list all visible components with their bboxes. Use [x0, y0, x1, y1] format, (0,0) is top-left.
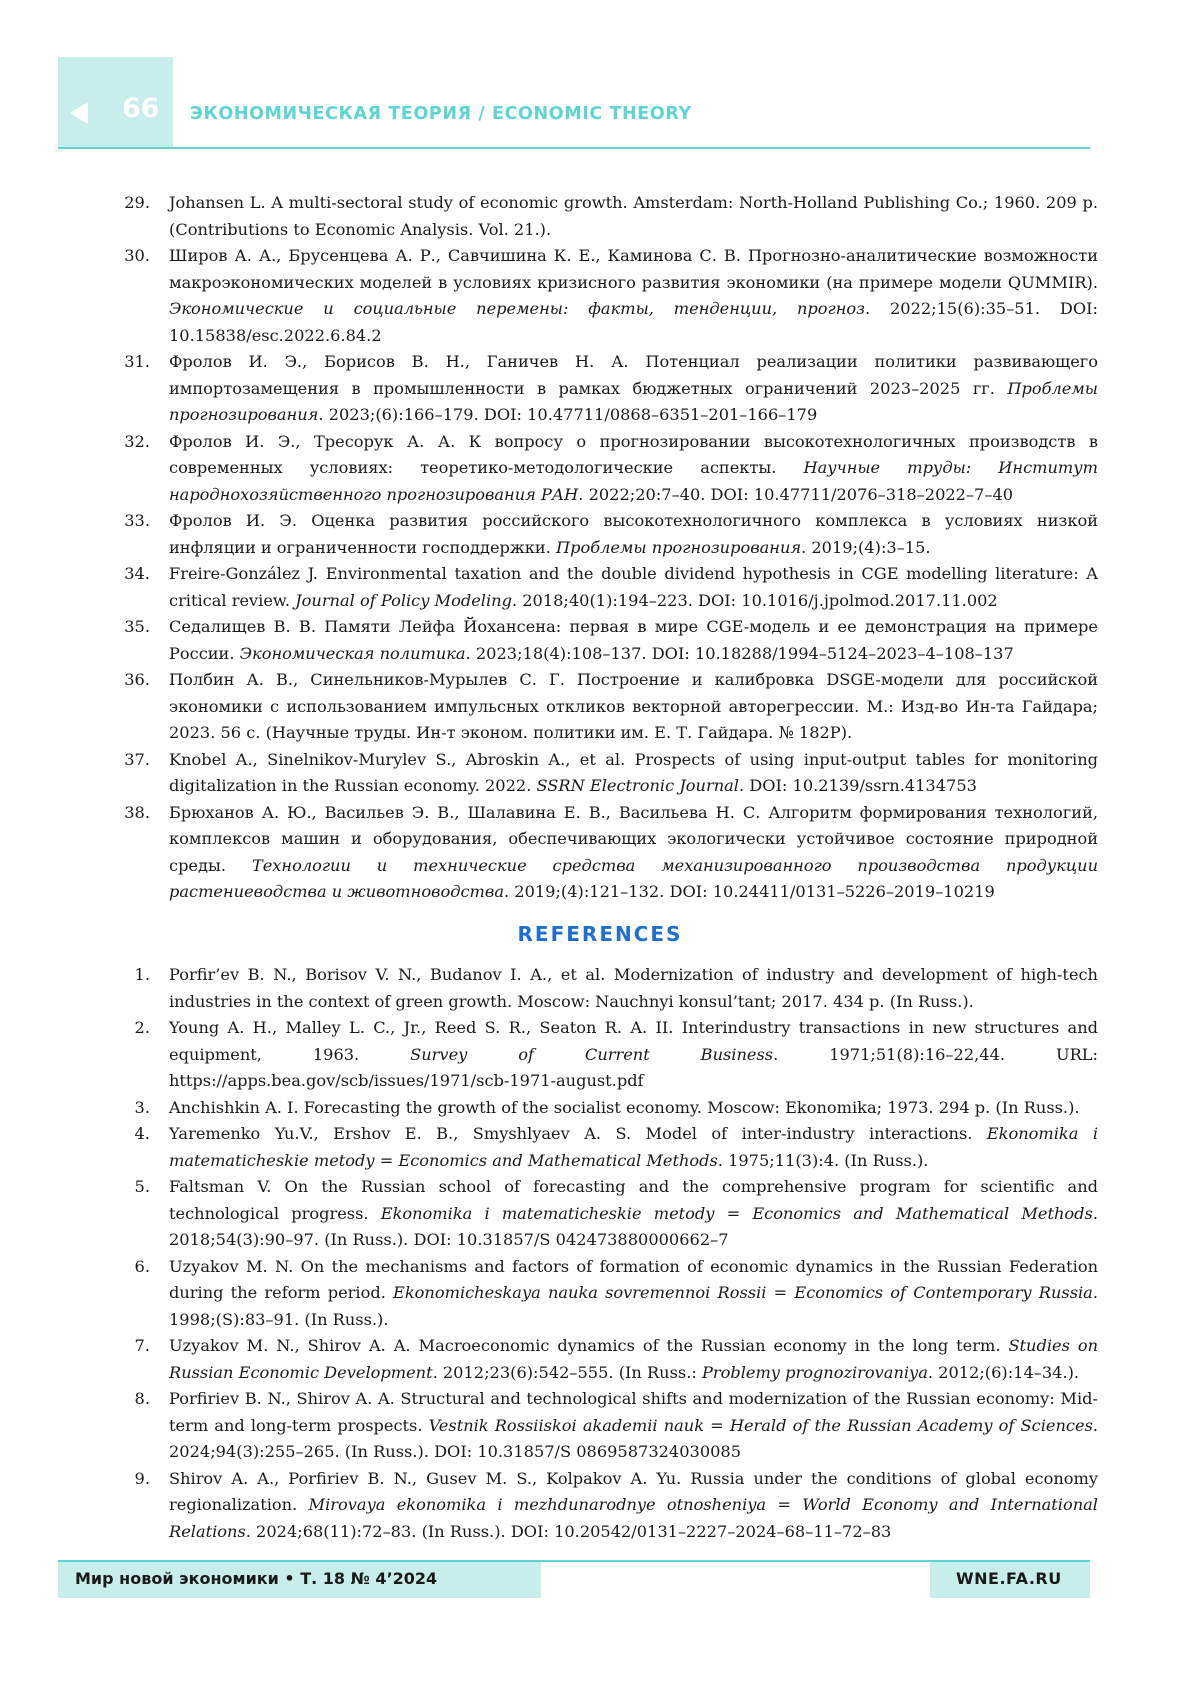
- reference-number: 33.: [124, 511, 150, 530]
- reference-tail: . 2019;(4):3–15.: [801, 537, 931, 557]
- footer-journal: Мир новой экономики • Т. 18 № 4’2024: [75, 1569, 438, 1588]
- reference-item: [120, 1333, 1098, 1386]
- reference-number: 6.: [134, 1256, 150, 1276]
- reference-number: 7.: [134, 1336, 150, 1355]
- reference-item: [120, 561, 1098, 614]
- reference-journal: Mirovaya ekonomika i mezhdunarodnye otnosheniya = World Economy and International Relations: [169, 1495, 1098, 1541]
- reference-text: Shirov A. A., Porfiriev B. N., Gusev M. S., Kolpakov A. Yu. Russia under the conditions of global economy regionalization.: [169, 1468, 1098, 1514]
- reference-text: Фролов И. Э., Борисов В. Н., Ганичев Н. А. Потенциал реализации политики развивающего импортозамещения в промышленности в рамках бюджетных ограничений 2023–2025 гг.: [169, 352, 1098, 398]
- reference-item: [120, 1386, 1098, 1466]
- page-number: 66: [122, 93, 160, 124]
- reference-tail: . 2023;(6):166–179. DOI: 10.47711/0868–6351–201–166–179: [318, 405, 818, 424]
- reference-journal: Технологии и технические средства механизированного производства продукции растениеводства и животноводства: [169, 855, 1098, 901]
- reference-journal: Проблемы прогнозирования: [555, 537, 802, 557]
- reference-tail: . 2022;15(6):35–51. DOI: 10.15838/esc.2022.6.84.2: [169, 299, 1098, 345]
- footer-site-link[interactable]: WNE.FA.RU: [956, 1569, 1062, 1588]
- reference-item: [120, 1254, 1098, 1334]
- reference-text: Freire-González J. Environmental taxation and the double dividend hypothesis in CGE modelling literature: A critical review.: [169, 564, 1098, 610]
- reference-text: Anchishkin A. I. Forecasting the growth of the socialist economy. Moscow: Ekonomika; 1973. 294 p. (In Russ.).: [169, 1097, 1080, 1117]
- reference-item: [120, 1015, 1098, 1095]
- reference-number: 29.: [124, 193, 150, 212]
- reference-tail: . 2024;94(3):255–265. (In Russ.). DOI: 10.31857/S 0869587324030085: [169, 1415, 1098, 1461]
- reference-item: [120, 243, 1098, 349]
- reference-tail: . DOI: 10.2139/ssrn.4134753: [738, 776, 977, 795]
- reference-text: Young A. H., Malley L. C., Jr., Reed S. R., Seaton R. A. II. Interindustry transactions in new structures and equipment, 1963.: [169, 1018, 1098, 1064]
- reference-number: 4.: [134, 1124, 150, 1143]
- reference-text: Седалищев В. В. Памяти Лейфа Йохансена: первая в мире CGE-модель и ее демонстрация на примере России.: [169, 617, 1098, 663]
- reference-item: [120, 800, 1098, 906]
- reference-journal: SSRN Electronic Journal: [536, 776, 739, 795]
- reference-tail: . 1971;51(8):16–22,44. URL: https://apps.bea.gov/scb/issues/1971/scb-1971-august.pdf: [169, 1044, 1099, 1090]
- reference-number: 5.: [134, 1177, 150, 1196]
- reference-number: 34.: [124, 564, 150, 583]
- reference-number: 2.: [134, 1018, 150, 1037]
- reference-tail: . 2012;23(6):542–555. (In Russ.:: [432, 1362, 702, 1382]
- reference-item: [120, 1095, 1098, 1122]
- reference-tail: . 2022;20:7–40. DOI: 10.47711/2076–318–2022–7–40: [578, 484, 1014, 504]
- reference-text: Porfiriev B. N., Shirov A. A. Structural and technological shifts and modernization of the Russian economy: Mid-term and long-term prospects.: [169, 1389, 1098, 1435]
- reference-item: [120, 1121, 1098, 1174]
- reference-item: [120, 747, 1098, 800]
- reference-item: [120, 614, 1098, 667]
- reference-text: Porfir’ev B. N., Borisov V. N., Budanov I. A., et al. Modernization of industry and development of high-tech industries in the context of green growth. Moscow: Nauchnyi konsul’tant; 2017. 434 p. (In Russ.).: [169, 965, 1098, 1011]
- reference-number: 31.: [124, 352, 150, 371]
- reference-number: 32.: [124, 431, 150, 451]
- reference-journal: Survey of Current Business: [410, 1044, 774, 1064]
- reference-journal: Научные труды: Институт народнохозяйственного прогнозирования РАН: [169, 458, 1099, 504]
- reference-journal: Экономические и социальные перемены: факты, тенденции, прогноз: [169, 299, 865, 318]
- reference-number: 8.: [134, 1389, 150, 1408]
- reference-item: [120, 962, 1098, 1015]
- reference-item: [120, 190, 1098, 243]
- reference-text: Uzyakov M. N., Shirov A. A. Macroeconomic dynamics of the Russian economy in the long term.: [169, 1336, 1009, 1355]
- reference-text: Фролов И. Э., Тресорук А. А. К вопросу о прогнозировании высокотехнологичных производств в современных условиях: теоретико-методологические аспекты.: [169, 431, 1098, 477]
- reference-tail: . 2023;18(4):108–137. DOI: 10.18288/1994–5124–2023–4–108–137: [465, 643, 1014, 663]
- reference-item: [120, 1174, 1098, 1254]
- reference-list-en: [120, 962, 1098, 1545]
- reference-text: Брюханов А. Ю., Васильев Э. В., Шалавина Е. В., Васильева Н. С. Алгоритм формирования технологий, комплексов машин и оборудования, обеспечивающих экологически устойчивое состояние природной среды.: [169, 802, 1098, 875]
- reference-tail: . 2019;(4):121–132. DOI: 10.24411/0131–5226–2019–10219: [503, 882, 995, 901]
- reference-text: Широв А. А., Брусенцева А. Р., Савчишина К. Е., Каминова С. В. Прогнозно-аналитические возможности макроэкономических моделей в условиях кризисного развития экономики (на примере модели QUMMIR).: [169, 246, 1098, 292]
- reference-journal: Ekonomika i matematicheskie metody = Economics and Mathematical Methods: [380, 1203, 1093, 1223]
- reference-number: 37.: [124, 749, 150, 769]
- references-heading: REFERENCES: [517, 922, 683, 946]
- reference-number: 38.: [124, 802, 150, 822]
- reference-text: Faltsman V. On the Russian school of forecasting and the comprehensive program for scientific and technological progress.: [169, 1177, 1098, 1223]
- reference-number: 1.: [134, 965, 150, 984]
- reference-item: [120, 349, 1098, 429]
- reference-item: [120, 429, 1098, 509]
- header-divider: [58, 147, 1090, 149]
- reference-tail: . 2018;54(3):90–97. (In Russ.). DOI: 10.31857/S 042473880000662–7: [169, 1203, 1098, 1249]
- reference-number: 3.: [134, 1097, 150, 1117]
- reference-tail: . 2018;40(1):194–223. DOI: 10.1016/j.jpolmod.2017.11.002: [511, 590, 998, 610]
- reference-number: 36.: [124, 670, 150, 689]
- reference-tail: . 2024;68(11):72–83. (In Russ.). DOI: 10.20542/0131–2227–2024–68–11–72–83: [245, 1521, 892, 1541]
- reference-tail-secondary: . 2012;(6):14–34.).: [927, 1362, 1080, 1382]
- reference-journal: Vestnik Rossiiskoi akademii nauk = Herald of the Russian Academy of Sciences: [428, 1415, 1093, 1435]
- reference-journal: Ekonomika i matematicheskie metody = Economics and Mathematical Methods: [169, 1124, 1098, 1170]
- reference-number: 35.: [124, 617, 150, 636]
- reference-list-ru: [120, 190, 1098, 906]
- section-title: ЭКОНОМИЧЕСКАЯ ТЕОРИЯ / ECONOMIC THEORY: [190, 104, 692, 124]
- footer-divider: [58, 1560, 1090, 1562]
- reference-number: 9.: [134, 1468, 150, 1488]
- reference-journal: Studies on Russian Economic Development: [169, 1336, 1099, 1382]
- reference-journal: Проблемы прогнозирования: [169, 378, 1098, 424]
- reference-text: Полбин А. В., Синельников-Мурылев С. Г. Построение и калибровка DSGE-модели для российской экономики с использованием импульсных откликов векторной авторегрессии. М.: Изд-во Ин-та Гайдара; 2023. 56 с. (Научные труды. Ин-т эконом. политики им. Е. Т. Гайдара. № 182Р).: [169, 670, 1098, 742]
- reference-journal: Journal of Policy Modeling: [295, 590, 512, 610]
- reference-item: [120, 667, 1098, 747]
- reference-text: Johansen L. A multi-sectoral study of economic growth. Amsterdam: North-Holland Publishing Co.; 1960. 209 p. (Contributions to Economic Analysis. Vol. 21.).: [169, 193, 1098, 239]
- reference-tail: . 1998;(S):83–91. (In Russ.).: [169, 1283, 1098, 1329]
- reference-text: Uzyakov M. N. On the mechanisms and factors of formation of economic dynamics in the Russian Federation during the reform period.: [169, 1256, 1098, 1302]
- reference-tail: . 1975;11(3):4. (In Russ.).: [717, 1150, 929, 1170]
- reference-journal: Экономическая политика: [239, 643, 466, 663]
- reference-item: [120, 1466, 1098, 1546]
- reference-text: Yaremenko Yu.V., Ershov E. B., Smyshlyaev A. S. Model of inter-industry interactions.: [169, 1124, 987, 1143]
- reference-text: Knobel A., Sinelnikov-Murylev S., Abroskin A., et al. Prospects of using input-output tables for monitoring digitalization in the Russian economy. 2022.: [169, 749, 1098, 795]
- reference-item: [120, 508, 1098, 561]
- reference-number: 30.: [124, 246, 150, 265]
- triangle-left-icon[interactable]: [70, 102, 88, 124]
- reference-text: Фролов И. Э. Оценка развития российского высокотехнологичного комплекса в условиях низкой инфляции и ограниченности господдержки.: [169, 511, 1098, 557]
- reference-journal-secondary: Problemy prognozirovaniya: [701, 1362, 928, 1382]
- reference-journal: Ekonomicheskaya nauka sovremennoi Rossii = Economics of Contemporary Russia: [393, 1283, 1093, 1302]
